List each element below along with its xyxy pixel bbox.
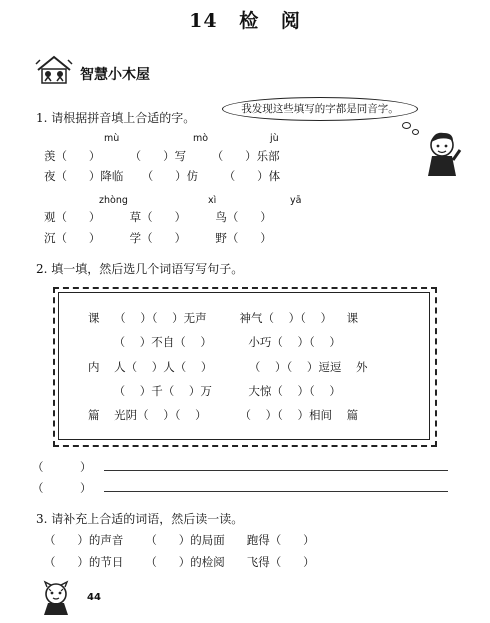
idiom-row: 内 人（ ）人（ ） （ ）（ ）逗逗 外 — [88, 360, 368, 374]
pinyin-label: mù — [104, 133, 120, 144]
idiom-row: 课 （ ）（ ）无声 神气（ ）（ ） 课 — [88, 311, 359, 325]
title-char-2: 阅 — [280, 10, 301, 32]
pinyin-label: yā — [290, 195, 302, 206]
pinyin-label: jù — [270, 133, 279, 144]
sentence-blank: （ ） — [32, 481, 92, 495]
question-1-prompt: 1. 请根据拼音填上合适的字。 — [36, 111, 196, 125]
fill-row: （ ）的节日 （ ）的检阅 飞得（ ） — [44, 555, 315, 569]
idiom-row: 篇 光阴（ ）（ ） （ ）（ ）相间 篇 — [88, 408, 359, 422]
fill-row: 观（ ） 草（ ） 鸟（ ） — [44, 210, 272, 224]
lesson-title — [0, 6, 490, 33]
section-title: 智慧小木屋 — [80, 67, 150, 83]
pinyin-label: xì — [208, 195, 217, 206]
page-number: 44 — [87, 592, 101, 603]
fill-row: （ ）的声音 （ ）的局面 跑得（ ） — [44, 533, 315, 547]
kids-house-icon — [34, 54, 74, 88]
question-3-prompt: 3. 请补充上合适的词语，然后读一读。 — [36, 512, 244, 526]
writing-line — [104, 470, 448, 471]
idiom-row: （ ）不自（ ） 小巧（ ）（ ） — [88, 335, 341, 349]
question-2-prompt: 2. 填一填，然后选几个词语写写句子。 — [36, 262, 244, 276]
thinking-boy-icon — [420, 128, 472, 180]
sentence-blank: （ ） — [32, 460, 92, 474]
bubble-tail-dot — [402, 122, 411, 129]
fill-row: 夜（ ）降临 （ ）仿 （ ）体 — [44, 169, 281, 183]
fill-row: 沉（ ） 学（ ） 野（ ） — [44, 231, 272, 245]
tiger-mascot-icon — [36, 580, 76, 616]
fill-row: 羡（ ） （ ）写 （ ）乐部 — [44, 149, 280, 163]
bubble-tail-dot — [412, 129, 419, 135]
writing-line — [104, 491, 448, 492]
speech-bubble: 我发现这些填写的字都是同音字。 — [222, 97, 418, 121]
lesson-number: 14 — [189, 10, 218, 32]
idiom-row: （ ）千（ ）万 大惊（ ）（ ） — [88, 384, 341, 398]
pinyin-label: zhòng — [99, 195, 128, 206]
pinyin-label: mò — [193, 133, 209, 144]
title-char-1: 检 — [239, 10, 260, 32]
